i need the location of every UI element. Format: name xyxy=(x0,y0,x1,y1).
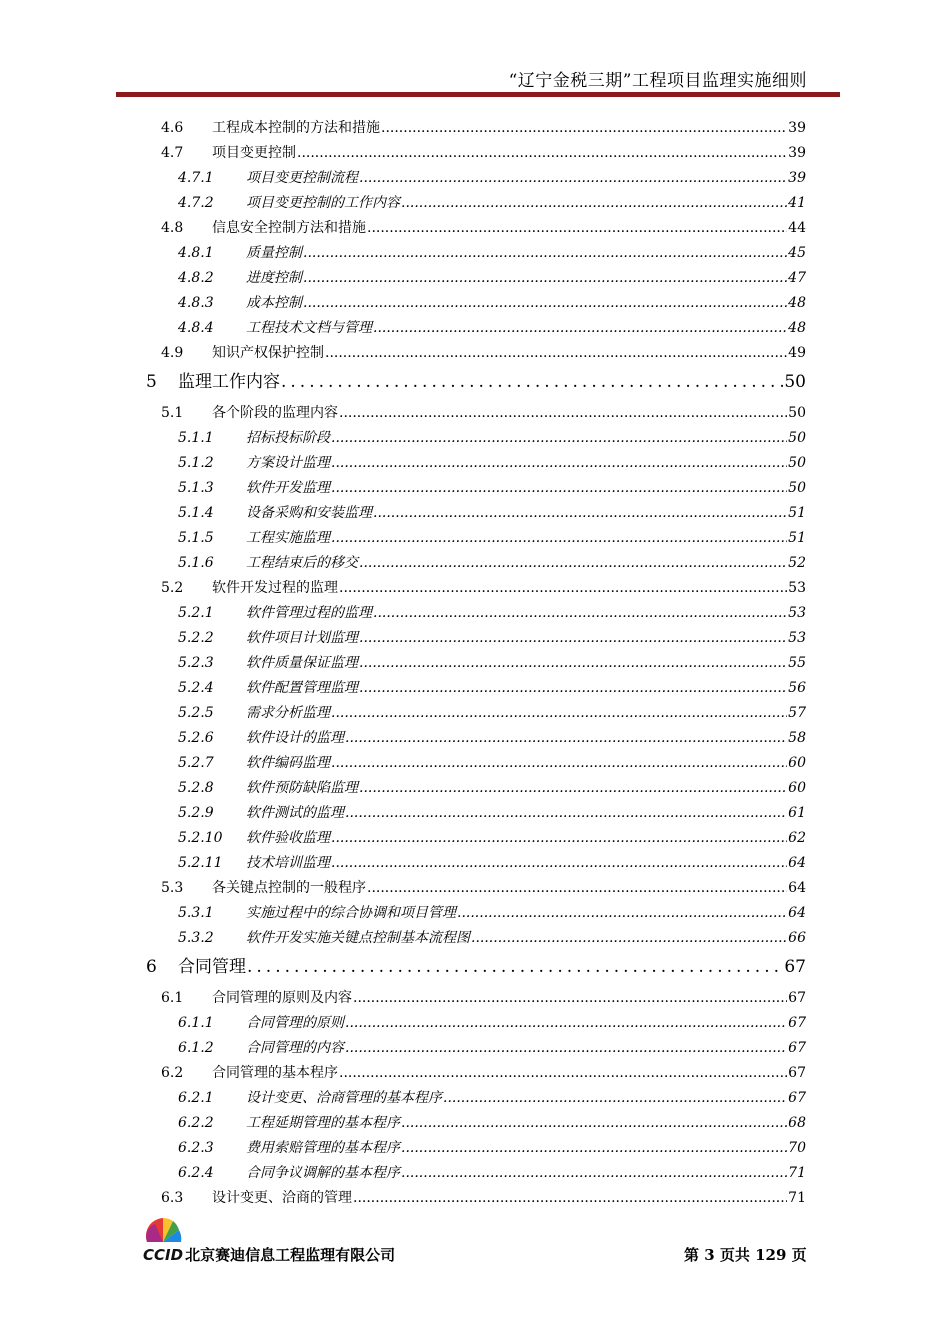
toc-entry-page: 39 xyxy=(788,120,806,136)
toc-entry-page: 47 xyxy=(788,270,806,286)
toc-leader-dots xyxy=(331,477,787,499)
toc-entry-page: 48 xyxy=(788,320,806,336)
toc-entry-number: 5.1.3 xyxy=(178,480,214,496)
toc-leader-dots xyxy=(339,402,787,424)
toc-entry-number: 5.3 xyxy=(161,880,184,896)
toc-entry-title: 软件开发过程的监理 xyxy=(212,580,338,596)
toc-entry-page: 60 xyxy=(788,780,806,796)
footer-company-name xyxy=(143,1244,395,1265)
toc-entry-number: 5.2.5 xyxy=(178,705,214,721)
toc-entry[interactable] xyxy=(178,702,806,724)
toc-entry[interactable] xyxy=(178,827,806,849)
toc-entry[interactable] xyxy=(178,1112,806,1134)
toc-entry-title: 技术培训监理 xyxy=(246,855,330,871)
toc-entry[interactable] xyxy=(178,852,806,874)
toc-leader-dots xyxy=(339,577,787,599)
toc-entry-page: 53 xyxy=(788,630,806,646)
toc-entry[interactable] xyxy=(178,927,806,949)
toc-entry-title: 软件验收监理 xyxy=(246,830,330,846)
toc-entry-number: 6.2.2 xyxy=(178,1115,214,1131)
toc-entry-page: 53 xyxy=(788,580,806,596)
toc-entry-number: 5.2 xyxy=(161,580,184,596)
toc-entry-title: 信息安全控制方法和措施 xyxy=(212,220,366,236)
toc-entry-number: 5.2.3 xyxy=(178,655,214,671)
toc-entry-title: 质量控制 xyxy=(246,245,302,261)
toc-leader-dots xyxy=(359,167,787,189)
toc-entry-page: 50 xyxy=(788,455,806,471)
ccid-logo-text: CCID xyxy=(143,1246,184,1264)
toc-entry-number: 5.1.6 xyxy=(178,555,214,571)
toc-entry[interactable] xyxy=(178,1012,806,1034)
toc-entry-title: 工程延期管理的基本程序 xyxy=(246,1115,400,1131)
toc-entry[interactable] xyxy=(178,267,806,289)
toc-entry-number: 5.1.2 xyxy=(178,455,214,471)
toc-entry-title: 工程技术文档与管理 xyxy=(246,320,372,336)
toc-entry-page: 62 xyxy=(788,830,806,846)
toc-leader-dots xyxy=(331,702,787,724)
toc-entry[interactable] xyxy=(161,342,806,364)
toc-entry-page: 39 xyxy=(788,170,806,186)
toc-entry-title: 项目变更控制 xyxy=(212,145,296,161)
toc-entry-number: 6.1 xyxy=(161,990,184,1006)
toc-leader-dots xyxy=(353,1187,787,1209)
toc-entry-page: 67 xyxy=(788,1040,806,1056)
toc-leader-dots xyxy=(281,368,783,396)
toc-entry-title: 监理工作内容 xyxy=(178,372,280,392)
toc-entry[interactable] xyxy=(178,902,806,924)
toc-entry[interactable] xyxy=(178,1087,806,1109)
toc-entry-number: 4.8.1 xyxy=(178,245,214,261)
toc-leader-dots xyxy=(359,552,787,574)
toc-entry-page: 66 xyxy=(788,930,806,946)
toc-entry-number: 4.7.1 xyxy=(178,170,214,186)
toc-entry-page: 50 xyxy=(788,430,806,446)
toc-entry-title: 合同争议调解的基本程序 xyxy=(246,1165,400,1181)
toc-entry[interactable] xyxy=(161,217,806,239)
toc-entry-title: 实施过程中的综合协调和项目管理 xyxy=(246,905,456,921)
toc-entry-title: 合同管理的原则 xyxy=(246,1015,344,1031)
toc-entry-title: 软件质量保证监理 xyxy=(246,655,358,671)
toc-leader-dots xyxy=(303,267,787,289)
toc-entry-number: 5.1 xyxy=(161,405,184,421)
toc-entry-page: 67 xyxy=(788,1065,806,1081)
toc-entry-number: 5.1.4 xyxy=(178,505,214,521)
toc-entry-page: 51 xyxy=(788,505,806,521)
toc-entry-page: 56 xyxy=(788,680,806,696)
toc-entry[interactable] xyxy=(178,427,806,449)
toc-leader-dots xyxy=(353,987,787,1009)
toc-entry-number: 5.2.11 xyxy=(178,855,223,871)
toc-entry-title: 知识产权保护控制 xyxy=(212,345,324,361)
toc-entry-title: 成本控制 xyxy=(246,295,302,311)
toc-entry-title: 工程成本控制的方法和措施 xyxy=(212,120,380,136)
toc-leader-dots xyxy=(359,677,787,699)
toc-entry-page: 57 xyxy=(788,705,806,721)
toc-entry-number: 4.8 xyxy=(161,220,184,236)
toc-entry-page: 50 xyxy=(784,372,806,392)
toc-leader-dots xyxy=(373,317,787,339)
toc-entry[interactable] xyxy=(161,987,806,1009)
toc-entry-title: 合同管理的原则及内容 xyxy=(212,990,352,1006)
toc-entry[interactable] xyxy=(178,777,806,799)
toc-entry-page: 67 xyxy=(788,990,806,1006)
toc-entry-title: 设计变更、洽商管理的基本程序 xyxy=(246,1090,442,1106)
toc-entry-title: 软件管理过程的监理 xyxy=(246,605,372,621)
toc-entry-page: 67 xyxy=(788,1015,806,1031)
toc-leader-dots xyxy=(381,117,787,139)
toc-entry-title: 招标投标阶段 xyxy=(246,430,330,446)
toc-entry[interactable] xyxy=(178,1037,806,1059)
toc-leader-dots xyxy=(297,142,787,164)
toc-entry[interactable] xyxy=(178,192,806,214)
toc-entry-number: 6.2 xyxy=(161,1065,184,1081)
toc-entry-page: 45 xyxy=(788,245,806,261)
toc-entry[interactable] xyxy=(178,167,806,189)
toc-entry-number: 6 xyxy=(146,957,157,977)
toc-entry-number: 5.2.7 xyxy=(178,755,214,771)
toc-entry[interactable] xyxy=(161,1062,806,1084)
toc-leader-dots xyxy=(471,927,787,949)
toc-leader-dots xyxy=(331,752,787,774)
toc-leader-dots xyxy=(345,727,787,749)
toc-entry-page: 68 xyxy=(788,1115,806,1131)
toc-entry-title: 软件开发监理 xyxy=(246,480,330,496)
toc-entry[interactable] xyxy=(178,727,806,749)
toc-entry[interactable] xyxy=(161,402,806,424)
toc-entry[interactable] xyxy=(178,1162,806,1184)
toc-entry-title: 合同管理的内容 xyxy=(246,1040,344,1056)
toc-entry-title: 软件测试的监理 xyxy=(246,805,344,821)
document-header-title: “辽宁金税三期”工程项目监理实施细则 xyxy=(508,71,807,91)
toc-entry-number: 6.2.3 xyxy=(178,1140,214,1156)
toc-entry-title: 软件编码监理 xyxy=(246,755,330,771)
toc-entry[interactable] xyxy=(178,627,806,649)
toc-entry-number: 6.3 xyxy=(161,1190,184,1206)
toc-entry-number: 4.9 xyxy=(161,345,184,361)
toc-leader-dots xyxy=(443,1087,787,1109)
toc-leader-dots xyxy=(367,217,787,239)
toc-entry-page: 39 xyxy=(788,145,806,161)
toc-entry[interactable] xyxy=(178,552,806,574)
toc-entry-page: 70 xyxy=(788,1140,806,1156)
toc-entry[interactable] xyxy=(178,502,806,524)
toc-entry-number: 5.1.1 xyxy=(178,430,214,446)
toc-entry-title: 软件项目计划监理 xyxy=(246,630,358,646)
toc-entry-title: 合同管理的基本程序 xyxy=(212,1065,338,1081)
toc-entry[interactable] xyxy=(178,317,806,339)
toc-entry[interactable] xyxy=(161,877,806,899)
toc-entry-page: 52 xyxy=(788,555,806,571)
toc-entry-number: 4.8.4 xyxy=(178,320,214,336)
toc-leader-dots xyxy=(373,502,787,524)
toc-entry[interactable] xyxy=(161,117,806,139)
toc-leader-dots xyxy=(401,1162,787,1184)
header-divider xyxy=(116,92,840,97)
toc-entry-number: 4.6 xyxy=(161,120,184,136)
toc-leader-dots xyxy=(401,1112,787,1134)
toc-leader-dots xyxy=(401,1137,787,1159)
toc-entry-number: 6.2.1 xyxy=(178,1090,214,1106)
company-name: 北京赛迪信息工程监理有限公司 xyxy=(185,1246,396,1264)
footer-page-number: 第 3 页共 129 页 xyxy=(684,1246,807,1264)
toc-entry-title: 各个阶段的监理内容 xyxy=(212,405,338,421)
toc-leader-dots xyxy=(303,292,787,314)
toc-leader-dots xyxy=(331,427,787,449)
toc-entry-title: 方案设计监理 xyxy=(246,455,330,471)
toc-entry-number: 5.3.1 xyxy=(178,905,214,921)
toc-leader-dots xyxy=(331,827,787,849)
toc-entry[interactable] xyxy=(161,142,806,164)
toc-entry[interactable] xyxy=(178,477,806,499)
toc-entry-number: 5.2.8 xyxy=(178,780,214,796)
toc-entry-page: 67 xyxy=(788,1090,806,1106)
toc-leader-dots xyxy=(401,192,787,214)
toc-entry-page: 50 xyxy=(788,405,806,421)
toc-entry[interactable] xyxy=(178,677,806,699)
toc-leader-dots xyxy=(345,1037,787,1059)
toc-entry-title: 进度控制 xyxy=(246,270,302,286)
toc-entry-number: 5.2.4 xyxy=(178,680,214,696)
toc-entry-number: 4.8.2 xyxy=(178,270,214,286)
toc-entry-page: 71 xyxy=(788,1165,806,1181)
toc-leader-dots xyxy=(339,1062,787,1084)
toc-entry-page: 49 xyxy=(788,345,806,361)
toc-entry-page: 44 xyxy=(788,220,806,236)
toc-entry-page: 71 xyxy=(788,1190,806,1206)
toc-leader-dots xyxy=(457,902,787,924)
toc-entry-page: 51 xyxy=(788,530,806,546)
toc-entry-title: 费用索赔管理的基本程序 xyxy=(246,1140,400,1156)
toc-entry[interactable] xyxy=(178,1137,806,1159)
toc-entry[interactable] xyxy=(178,527,806,549)
toc-entry[interactable] xyxy=(178,652,806,674)
toc-entry-title: 工程结束后的移交 xyxy=(246,555,358,571)
toc-entry[interactable] xyxy=(178,292,806,314)
toc-entry-page: 67 xyxy=(784,957,806,977)
toc-entry[interactable] xyxy=(146,953,806,981)
toc-entry-page: 60 xyxy=(788,755,806,771)
toc-entry-number: 6.2.4 xyxy=(178,1165,214,1181)
toc-entry-title: 软件开发实施关键点控制基本流程图 xyxy=(246,930,470,946)
toc-entry-number: 5.1.5 xyxy=(178,530,214,546)
toc-entry-number: 6.1.2 xyxy=(178,1040,214,1056)
toc-entry-number: 5.3.2 xyxy=(178,930,214,946)
toc-leader-dots xyxy=(373,602,787,624)
toc-entry-page: 64 xyxy=(788,880,806,896)
toc-entry-title: 软件预防缺陷监理 xyxy=(246,780,358,796)
toc-entry-number: 6.1.1 xyxy=(178,1015,214,1031)
toc-entry[interactable] xyxy=(161,1187,806,1209)
toc-leader-dots xyxy=(303,242,787,264)
toc-entry-page: 61 xyxy=(788,805,806,821)
toc-leader-dots xyxy=(247,953,783,981)
toc-entry-page: 41 xyxy=(788,195,806,211)
toc-leader-dots xyxy=(331,527,787,549)
toc-leader-dots xyxy=(345,1012,787,1034)
toc-entry-page: 64 xyxy=(788,855,806,871)
toc-entry-title: 工程实施监理 xyxy=(246,530,330,546)
toc-entry-number: 4.7.2 xyxy=(178,195,214,211)
toc-leader-dots xyxy=(325,342,787,364)
toc-entry-page: 53 xyxy=(788,605,806,621)
toc-entry[interactable] xyxy=(146,368,806,396)
toc-entry-page: 55 xyxy=(788,655,806,671)
toc-leader-dots xyxy=(359,652,787,674)
toc-entry-page: 48 xyxy=(788,295,806,311)
toc-leader-dots xyxy=(367,877,787,899)
toc-entry-number: 5.2.6 xyxy=(178,730,214,746)
toc-entry[interactable] xyxy=(161,577,806,599)
toc-entry-number: 5.2.10 xyxy=(178,830,223,846)
toc-entry-number: 5 xyxy=(146,372,157,392)
toc-entry-title: 项目变更控制的工作内容 xyxy=(246,195,400,211)
toc-entry[interactable] xyxy=(178,752,806,774)
toc-entry-number: 4.7 xyxy=(161,145,184,161)
toc-leader-dots xyxy=(359,627,787,649)
toc-entry-title: 项目变更控制流程 xyxy=(246,170,358,186)
toc-entry-number: 5.2.1 xyxy=(178,605,214,621)
toc-entry-number: 5.2.9 xyxy=(178,805,214,821)
toc-leader-dots xyxy=(359,777,787,799)
toc-entry[interactable] xyxy=(178,242,806,264)
toc-entry-title: 软件设计的监理 xyxy=(246,730,344,746)
toc-entry[interactable] xyxy=(178,452,806,474)
toc-entry-title: 设计变更、洽商的管理 xyxy=(212,1190,352,1206)
toc-entry-title: 各关键点控制的一般程序 xyxy=(212,880,366,896)
toc-entry-title: 软件配置管理监理 xyxy=(246,680,358,696)
toc-entry-number: 5.2.2 xyxy=(178,630,214,646)
toc-leader-dots xyxy=(345,802,787,824)
toc-entry-page: 58 xyxy=(788,730,806,746)
toc-entry[interactable] xyxy=(178,602,806,624)
toc-entry-title: 合同管理 xyxy=(178,957,246,977)
toc-leader-dots xyxy=(331,852,787,874)
toc-entry-title: 需求分析监理 xyxy=(246,705,330,721)
toc-entry-page: 50 xyxy=(788,480,806,496)
toc-entry-number: 4.8.3 xyxy=(178,295,214,311)
toc-entry-page: 64 xyxy=(788,905,806,921)
toc-entry-title: 设备采购和安装监理 xyxy=(246,505,372,521)
toc-entry[interactable] xyxy=(178,802,806,824)
toc-leader-dots xyxy=(331,452,787,474)
